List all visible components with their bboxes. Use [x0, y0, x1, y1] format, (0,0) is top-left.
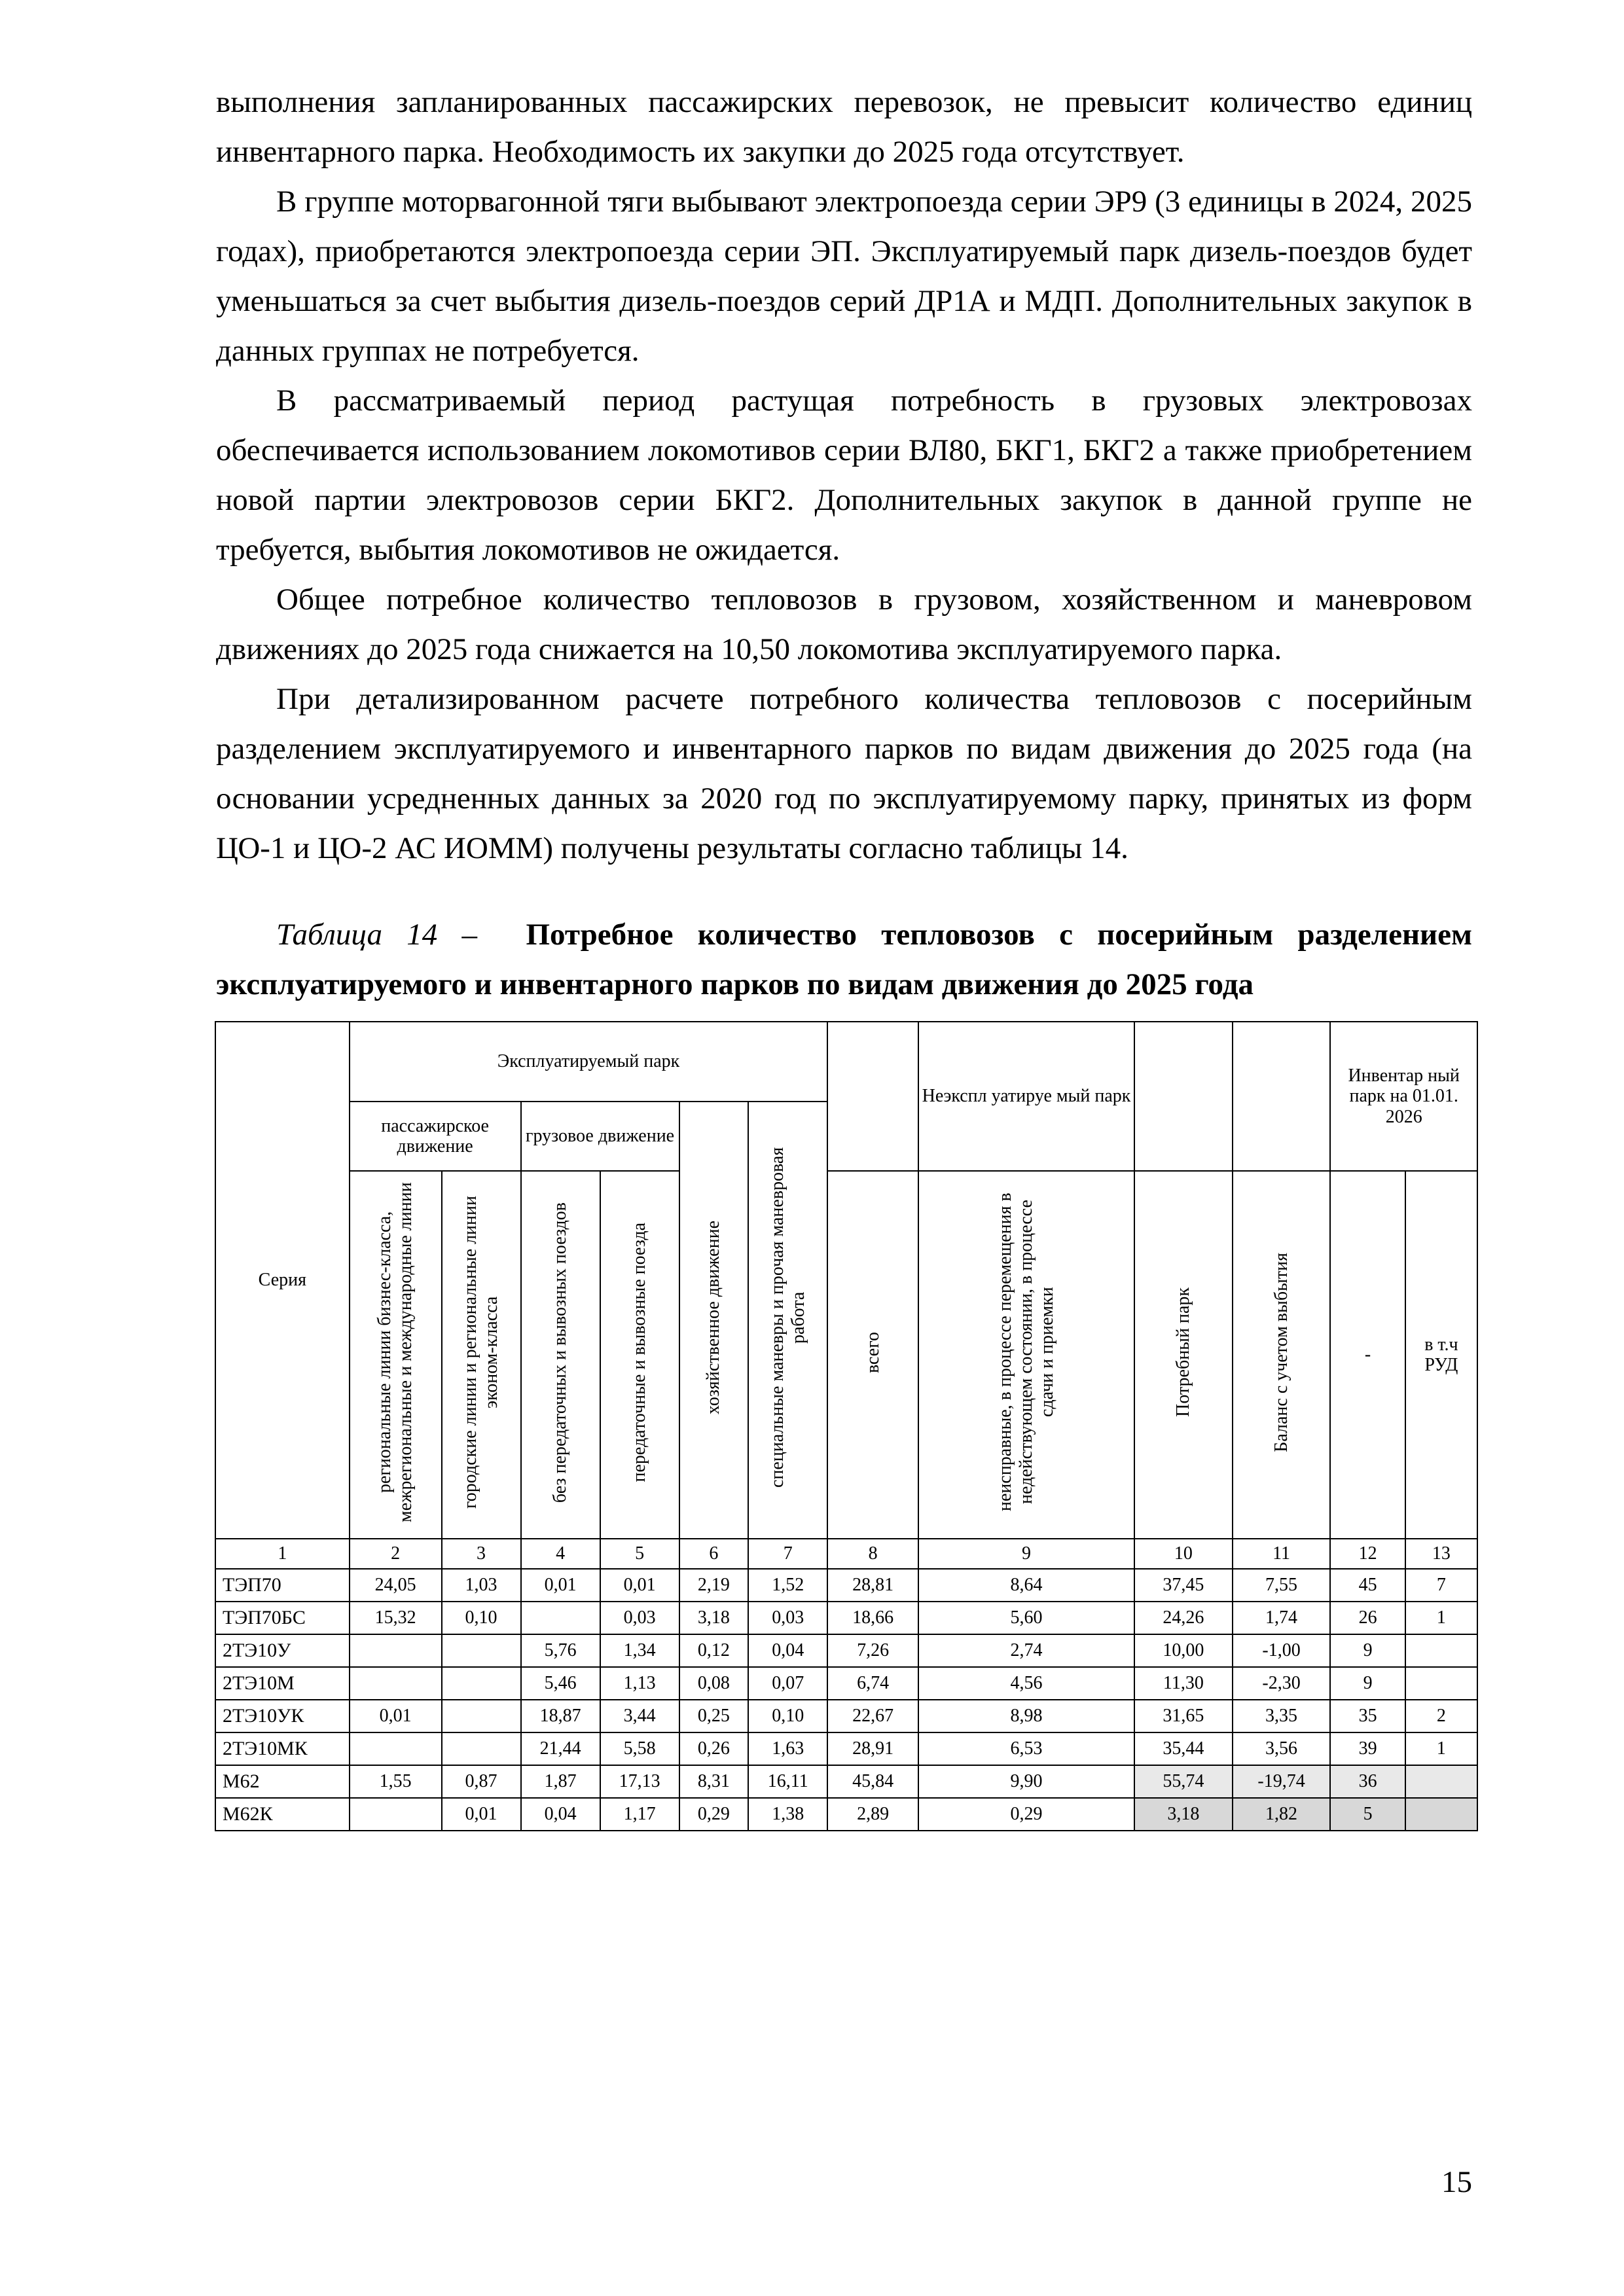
- cell-value: 1,55: [350, 1765, 442, 1798]
- cell-value: 3,18: [679, 1602, 749, 1634]
- cell-value: 0,25: [679, 1700, 749, 1732]
- cell-value: 9: [1330, 1667, 1405, 1700]
- cell-value: 1,03: [442, 1569, 521, 1602]
- cell-value: [442, 1732, 521, 1765]
- cell-value: [1405, 1798, 1477, 1831]
- header-inventory-park: Инвентар ный парк на 01.01. 2026: [1330, 1022, 1477, 1171]
- table-row: [215, 1732, 1477, 1765]
- cell-value: -2,30: [1233, 1667, 1331, 1700]
- cell-value: 0,29: [679, 1798, 749, 1831]
- table-caption: [216, 910, 1472, 1009]
- cell-value: [350, 1634, 442, 1667]
- cell-value: -19,74: [1233, 1765, 1331, 1798]
- cell-series: ТЭП70: [215, 1569, 350, 1602]
- cell-value: 22,67: [827, 1700, 918, 1732]
- cell-series: 2ТЭ10У: [215, 1634, 350, 1667]
- cell-value: 1,87: [521, 1765, 600, 1798]
- cell-value: 35: [1330, 1700, 1405, 1732]
- cell-value: 35,44: [1134, 1732, 1233, 1765]
- cell-value: 3,44: [600, 1700, 679, 1732]
- paragraph-4: Общее потребное количество тепловозов в грузовом, хозяйственном и маневровом движениях до 2025 года снижается на 10,50 локомотива эксплуатируемого парка.: [216, 583, 1472, 666]
- cell-value: 36: [1330, 1765, 1405, 1798]
- header-col-8: всего: [827, 1171, 918, 1539]
- table-body: [215, 1569, 1477, 1831]
- cell-value: 0,01: [521, 1569, 600, 1602]
- header-col-13: в т.ч РУД: [1405, 1171, 1477, 1539]
- cell-value: [350, 1667, 442, 1700]
- header-row-groups: [215, 1022, 1477, 1102]
- cell-value: 5: [1330, 1798, 1405, 1831]
- cell-value: [1405, 1634, 1477, 1667]
- cell-value: 9,90: [918, 1765, 1134, 1798]
- header-passenger-movement: пассажирское движение: [350, 1102, 521, 1171]
- header-freight-movement: грузовое движение: [521, 1102, 679, 1171]
- cell-value: 5,58: [600, 1732, 679, 1765]
- header-balance-spacer: [1233, 1022, 1331, 1171]
- cell-value: 17,13: [600, 1765, 679, 1798]
- table-caption-dash: –: [461, 918, 477, 952]
- cell-value: 18,66: [827, 1602, 918, 1634]
- table-row: [215, 1569, 1477, 1602]
- header-series: Серия: [215, 1022, 350, 1539]
- cell-value: 55,74: [1134, 1765, 1233, 1798]
- cell-value: 24,05: [350, 1569, 442, 1602]
- cell-value: 0,87: [442, 1765, 521, 1798]
- cell-value: [1405, 1667, 1477, 1700]
- paragraph-2: В группе моторвагонной тяги выбывают электропоезда серии ЭР9 (3 единицы в 2024, 2025 годах), приобретаются электропоезда серии ЭП. Эксплуатируемый парк дизель-поездов будет уменьшаться за счет выбытия дизель-поездов серий ДР1А и МДП. Дополнительных закупок в данных группах не потребуется.: [216, 185, 1472, 368]
- colnum-1: 1: [215, 1539, 350, 1569]
- cell-value: 28,81: [827, 1569, 918, 1602]
- colnum-8: 8: [827, 1539, 918, 1569]
- cell-value: 8,64: [918, 1569, 1134, 1602]
- header-col-9: неисправные, в процессе перемещения в недействующем состоянии, в процессе сдачи и приемки: [918, 1171, 1134, 1539]
- table-row: [215, 1765, 1477, 1798]
- cell-value: [521, 1602, 600, 1634]
- cell-value: 37,45: [1134, 1569, 1233, 1602]
- cell-value: 1,74: [1233, 1602, 1331, 1634]
- cell-value: 6,74: [827, 1667, 918, 1700]
- cell-value: [1405, 1765, 1477, 1798]
- cell-value: 7: [1405, 1569, 1477, 1602]
- cell-value: [442, 1634, 521, 1667]
- colnum-6: 6: [679, 1539, 749, 1569]
- cell-value: 3,35: [1233, 1700, 1331, 1732]
- colnum-9: 9: [918, 1539, 1134, 1569]
- cell-value: 0,04: [748, 1634, 827, 1667]
- colnum-12: 12: [1330, 1539, 1405, 1569]
- cell-value: [442, 1667, 521, 1700]
- header-needed-park-spacer: [1134, 1022, 1233, 1171]
- colnum-2: 2: [350, 1539, 442, 1569]
- page-number: 15: [1441, 2165, 1472, 2199]
- table-row: [215, 1667, 1477, 1700]
- table-caption-title: Потребное количество тепловозов с посерийным разделением эксплуатируемого и инвентарного парков по видам движения до 2025 года: [216, 918, 1473, 1001]
- cell-value: [350, 1732, 442, 1765]
- paragraph-1: выполнения запланированных пассажирских перевозок, не превысит количество единиц инвентарного парка. Необходимость их закупки до 2025 года отсутствует.: [216, 85, 1472, 169]
- header-col-5: передаточные и вывозные поезда: [600, 1171, 679, 1539]
- cell-value: 16,11: [748, 1765, 827, 1798]
- cell-value: 31,65: [1134, 1700, 1233, 1732]
- cell-value: 0,08: [679, 1667, 749, 1700]
- table-row: [215, 1798, 1477, 1831]
- cell-value: 45: [1330, 1569, 1405, 1602]
- cell-value: 11,30: [1134, 1667, 1233, 1700]
- header-col-7: специальные маневры и прочая маневровая работа: [748, 1102, 827, 1539]
- cell-value: 0,10: [442, 1602, 521, 1634]
- cell-value: 3,18: [1134, 1798, 1233, 1831]
- paragraph-5: При детализированном расчете потребного количества тепловозов с посерийным разделением эксплуатируемого и инвентарного парков по видам движения до 2025 года (на основании усредненных данных за 2020 год по эксплуатируемому парку, принятых из форм ЦО-1 и ЦО-2 АС ИОММ) получены результаты согласно таблицы 14.: [216, 682, 1472, 865]
- cell-value: 0,03: [748, 1602, 827, 1634]
- cell-value: 0,01: [600, 1569, 679, 1602]
- cell-value: 1,63: [748, 1732, 827, 1765]
- cell-value: 2,19: [679, 1569, 749, 1602]
- cell-value: 0,03: [600, 1602, 679, 1634]
- cell-value: 15,32: [350, 1602, 442, 1634]
- header-col-2: региональные линии бизнес-класса, межрегиональные и международные линии: [350, 1171, 442, 1539]
- cell-value: 5,76: [521, 1634, 600, 1667]
- table-row: [215, 1634, 1477, 1667]
- header-col-3: городские линии и региональные линии эконом-класса: [442, 1171, 521, 1539]
- colnum-11: 11: [1233, 1539, 1331, 1569]
- cell-series: 2ТЭ10МК: [215, 1732, 350, 1765]
- paragraph-3: В рассматриваемый период растущая потребность в грузовых электровозах обеспечивается использованием локомотивов серии ВЛ80, БКГ1, БКГ2 а также приобретением новой партии электровозов серии БКГ2. Дополнительных закупок в данной группе не требуется, выбытия локомотивов не ожидается.: [216, 384, 1472, 567]
- header-col-6: хозяйственное движение: [679, 1102, 749, 1539]
- cell-value: 1,17: [600, 1798, 679, 1831]
- colnum-3: 3: [442, 1539, 521, 1569]
- cell-series: М62К: [215, 1798, 350, 1831]
- cell-value: 0,07: [748, 1667, 827, 1700]
- cell-value: 1: [1405, 1732, 1477, 1765]
- cell-value: 1,82: [1233, 1798, 1331, 1831]
- colnum-13: 13: [1405, 1539, 1477, 1569]
- colnum-4: 4: [521, 1539, 600, 1569]
- cell-value: 2: [1405, 1700, 1477, 1732]
- header-row-vertical: [215, 1171, 1477, 1539]
- cell-value: 8,98: [918, 1700, 1134, 1732]
- cell-value: -1,00: [1233, 1634, 1331, 1667]
- cell-value: 8,31: [679, 1765, 749, 1798]
- cell-value: 45,84: [827, 1765, 918, 1798]
- cell-value: 0,04: [521, 1798, 600, 1831]
- header-col-11: Баланс с учетом выбытия: [1233, 1171, 1331, 1539]
- header-row-numbers: [215, 1539, 1477, 1569]
- cell-series: ТЭП70БС: [215, 1602, 350, 1634]
- cell-value: 9: [1330, 1634, 1405, 1667]
- cell-value: 6,53: [918, 1732, 1134, 1765]
- header-operated-park: Эксплуатируемый парк: [350, 1022, 828, 1102]
- cell-series: М62: [215, 1765, 350, 1798]
- cell-value: [442, 1700, 521, 1732]
- cell-value: 3,56: [1233, 1732, 1331, 1765]
- header-col-10: Потребный парк: [1134, 1171, 1233, 1539]
- cell-value: 1,38: [748, 1798, 827, 1831]
- cell-value: 4,56: [918, 1667, 1134, 1700]
- cell-value: 5,46: [521, 1667, 600, 1700]
- cell-value: 0,26: [679, 1732, 749, 1765]
- header-col-4: без передаточных и вывозных поездов: [521, 1171, 600, 1539]
- cell-value: 24,26: [1134, 1602, 1233, 1634]
- cell-value: 39: [1330, 1732, 1405, 1765]
- cell-value: 0,12: [679, 1634, 749, 1667]
- colnum-7: 7: [748, 1539, 827, 1569]
- cell-value: 1,52: [748, 1569, 827, 1602]
- header-total-spacer: [827, 1022, 918, 1171]
- cell-value: 21,44: [521, 1732, 600, 1765]
- cell-value: 0,29: [918, 1798, 1134, 1831]
- table-row: [215, 1700, 1477, 1732]
- locomotive-requirement-table: [215, 1021, 1478, 1831]
- cell-value: 7,26: [827, 1634, 918, 1667]
- cell-value: 2,89: [827, 1798, 918, 1831]
- cell-value: 28,91: [827, 1732, 918, 1765]
- colnum-5: 5: [600, 1539, 679, 1569]
- cell-value: 1,34: [600, 1634, 679, 1667]
- header-col-12: -: [1330, 1171, 1405, 1539]
- cell-value: 2,74: [918, 1634, 1134, 1667]
- header-nonoperated-park: Неэкспл уатируе мый парк: [918, 1022, 1134, 1171]
- cell-value: 26: [1330, 1602, 1405, 1634]
- cell-value: 1,13: [600, 1667, 679, 1700]
- cell-series: 2ТЭ10М: [215, 1667, 350, 1700]
- cell-value: 10,00: [1134, 1634, 1233, 1667]
- cell-value: 18,87: [521, 1700, 600, 1732]
- cell-value: [350, 1798, 442, 1831]
- cell-series: 2ТЭ10УК: [215, 1700, 350, 1732]
- colnum-10: 10: [1134, 1539, 1233, 1569]
- cell-value: 0,01: [350, 1700, 442, 1732]
- cell-value: 1: [1405, 1602, 1477, 1634]
- table-row: [215, 1602, 1477, 1634]
- cell-value: 0,10: [748, 1700, 827, 1732]
- table-caption-label: Таблица 14: [276, 918, 438, 952]
- cell-value: 0,01: [442, 1798, 521, 1831]
- cell-value: 7,55: [1233, 1569, 1331, 1602]
- cell-value: 5,60: [918, 1602, 1134, 1634]
